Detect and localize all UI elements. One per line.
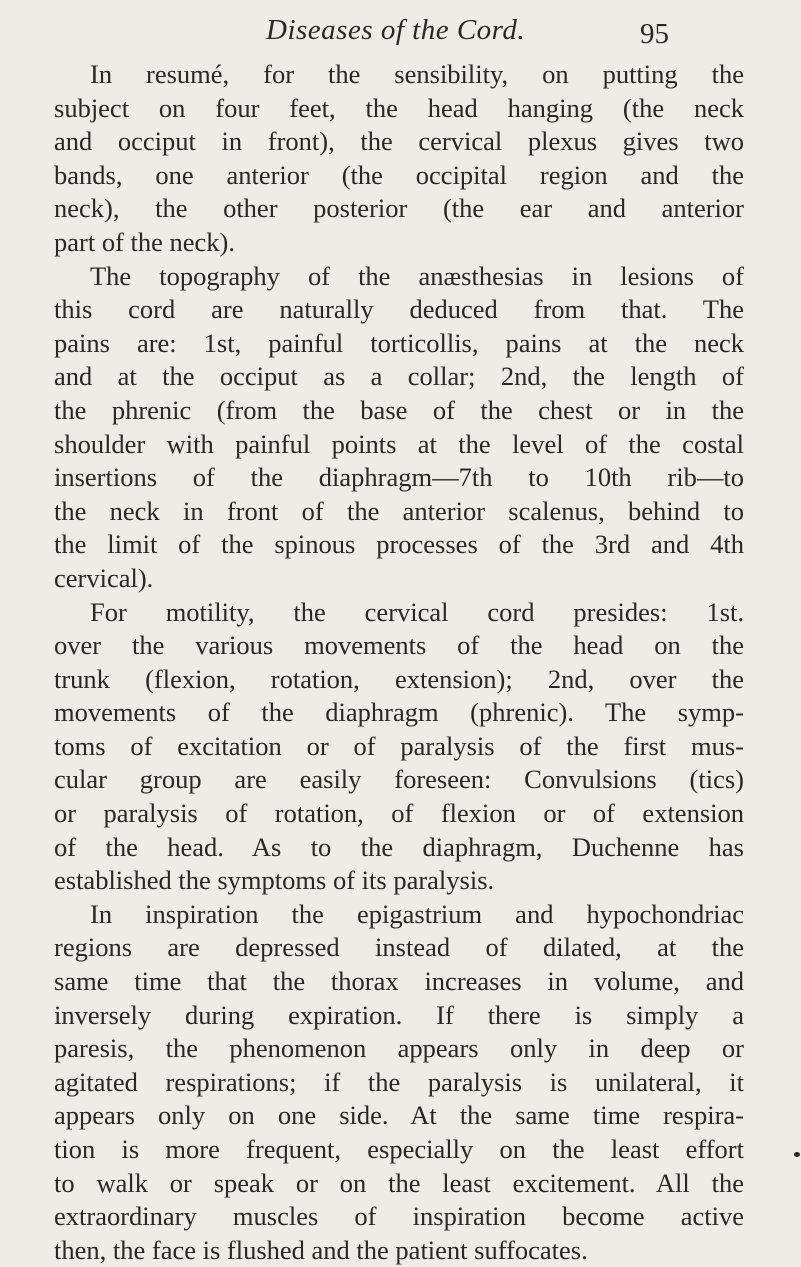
text-line: In resumé, for the sensibility, on putting the [90, 59, 744, 89]
text-line: toms of excitation or of paralysis of the first mus- [54, 730, 744, 761]
text-line: In inspiration the epigastrium and hypochondriac [90, 898, 744, 929]
body-text [54, 58, 744, 1267]
text-line: paresis, the phenomenon appears only in deep or [54, 1033, 744, 1064]
text-line: regions are depressed instead of dilated, at the [54, 932, 744, 963]
text-line: bands, one anterior (the occipital region and the [54, 159, 744, 190]
text-line: the phrenic (from the base of the chest or in the [54, 394, 744, 425]
running-title: Diseases of the Cord. [266, 14, 526, 46]
text-line: appears only on one side. At the same time respira- [54, 1100, 744, 1131]
text-line: insertions of the diaphragm—7th to 10th rib—to [54, 462, 744, 493]
text-line: and occiput in front), the cervical plexus gives two [54, 126, 744, 157]
text-line: agitated respirations; if the paralysis is unilateral, it [54, 1066, 744, 1097]
text-line: shoulder with painful points at the level of the costal [54, 428, 744, 459]
text-line: of the head. As to the diaphragm, Duchenne has [54, 831, 744, 862]
text-line: cervical). [54, 562, 154, 593]
text-line: inversely during expiration. If there is simply a [54, 999, 744, 1030]
text-line: The topography of the anæsthesias in lesions of [90, 260, 744, 291]
text-line: and at the occiput as a collar; 2nd, the length of [54, 361, 744, 392]
text-line: pains are: 1st, painful torticollis, pains at the neck [54, 327, 744, 358]
text-line: neck), the other posterior (the ear and anterior [54, 193, 744, 224]
text-line: over the various movements of the head on the [54, 630, 744, 661]
text-line: cular group are easily foreseen: Convulsions (tics) [54, 764, 744, 795]
ink-speck [794, 1152, 800, 1157]
text-line: to walk or speak or on the least excitement. All the [54, 1167, 744, 1198]
text-line: part of the neck). [54, 226, 235, 257]
running-header [0, 10, 801, 50]
page-number: 95 [640, 18, 669, 50]
text-line: trunk (flexion, rotation, extension); 2nd, over the [54, 663, 744, 694]
text-line: tion is more frequent, especially on the least effort [54, 1134, 744, 1164]
text-line: this cord are naturally deduced from that. The [54, 294, 744, 325]
text-line: extraordinary muscles of inspiration become active [54, 1201, 744, 1232]
text-line: established the symptoms of its paralysis. [54, 865, 495, 896]
text-line: For motility, the cervical cord presides: 1st. [90, 596, 744, 627]
text-line: the neck in front of the anterior scalenus, behind to [54, 495, 744, 526]
text-line: then, the face is flushed and the patient suffocates. [54, 1234, 588, 1265]
text-line: same time that the thorax increases in volume, and [54, 966, 744, 997]
text-line: subject on four feet, the head hanging (the neck [54, 92, 744, 123]
text-line: movements of the diaphragm (phrenic). The symp- [54, 697, 744, 728]
text-line: or paralysis of rotation, of flexion or of extension [54, 798, 744, 829]
text-line: the limit of the spinous processes of the 3rd and 4th [54, 529, 744, 560]
